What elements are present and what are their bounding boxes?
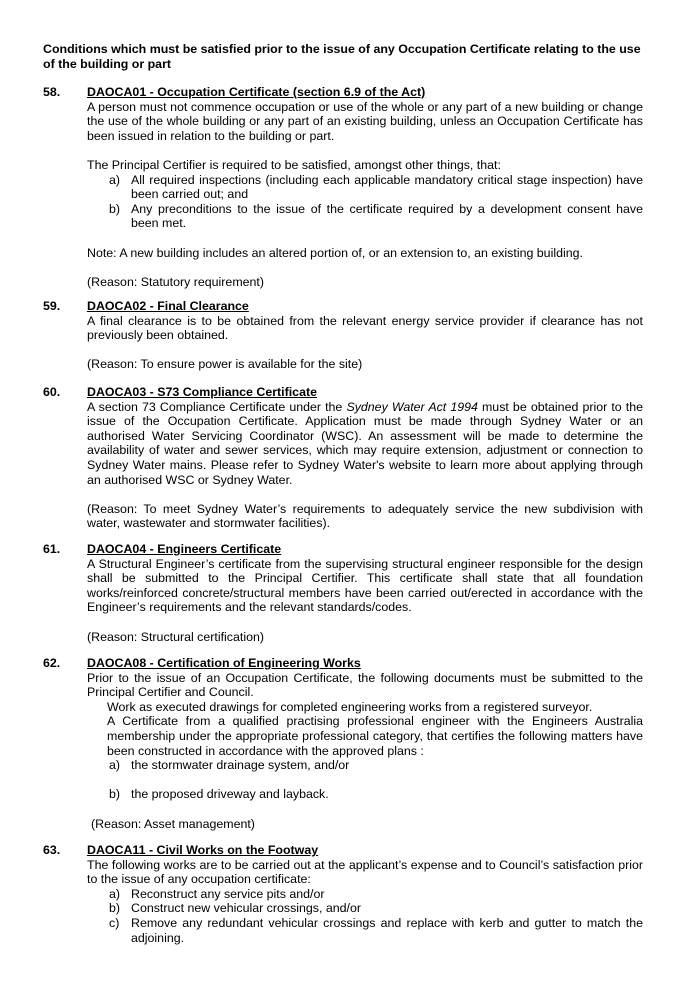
condition-reason: (Reason: To meet Sydney Water’s requirements to adequately service the new subdivision with water, wastewater and stormwater facilities). <box>87 501 643 531</box>
condition-number: 63. <box>43 843 61 857</box>
condition-number: 62. <box>43 656 61 670</box>
condition-number: 58. <box>43 85 61 99</box>
list-marker: c) <box>109 915 120 930</box>
condition-reason: (Reason: Asset management) <box>91 816 255 831</box>
condition-58 <box>43 85 643 289</box>
list-marker: b) <box>109 787 121 802</box>
list-marker: b) <box>109 901 121 916</box>
list-text: the proposed driveway and layback. <box>131 787 329 802</box>
list-text: Reconstruct any service pits and/or <box>131 886 325 901</box>
condition-note: Note: A new building includes an altered portion of, or an extension to, an existing building. <box>87 245 583 260</box>
bullet-text: A Certificate from a qualified practising professional engineer with the Engineers Australia membership under the appropriate professional category, that certifies the following matters have been constructed in accordance with the approved plans : <box>107 714 643 758</box>
list-item <box>87 758 643 773</box>
condition-text: The following works are to be carried out at the applicant’s expense and to Council’s satisfaction prior to the issue of any occupation certificate: <box>87 857 643 887</box>
list-item <box>87 916 643 945</box>
bullet-item <box>87 700 643 715</box>
bullet-text: Work as executed drawings for completed engineering works from a registered surveyor. <box>107 699 593 714</box>
condition-title: DAOCA02 - Final Clearance <box>87 299 249 313</box>
condition-62 <box>43 656 643 831</box>
act-name: Sydney Water Act 1994 <box>346 399 478 414</box>
list-marker: a) <box>109 172 121 187</box>
list-item <box>87 901 643 916</box>
list-text: Remove any redundant vehicular crossings and replace with kerb and gutter to match the adjoining. <box>131 915 643 945</box>
text-run: A section 73 Compliance Certificate under the <box>87 399 347 414</box>
condition-title: DAOCA01 - Occupation Certificate (section 6.9 of the Act) <box>87 85 426 99</box>
condition-number: 61. <box>43 542 61 556</box>
condition-title: DAOCA04 - Engineers Certificate <box>87 542 282 556</box>
list-text: All required inspections (including each applicable mandatory critical stage inspection) have been carried out; and <box>131 172 643 202</box>
condition-61 <box>43 542 643 644</box>
condition-number: 60. <box>43 385 61 399</box>
list-item <box>87 202 643 231</box>
list-item <box>87 787 643 802</box>
condition-text: A person must not commence occupation or use of the whole or any part of a new building or change the use of the whole building or any part of an existing building, unless an Occupation Certificate has been issued in relation to the building or part. <box>87 99 643 143</box>
text-run: must be obtained prior to the issue of the Occupation Certificate. Application must be made through Sydney Water or an authorised Water Servicing Coordinator (WSC). An assessment will be made to determine the availability of water and sewer services, which may require extension, adjustment or connection to Sydney Water mains. Please refer to Sydney Water's website to learn more about applying through an authorised WSC or Sydney Water. <box>87 399 643 487</box>
condition-reason: (Reason: Structural certification) <box>87 629 264 644</box>
section-heading: Conditions which must be satisfied prior to the issue of any Occupation Certificate relating to the use of the building or part <box>43 42 641 71</box>
condition-text <box>87 400 643 488</box>
condition-title: DAOCA11 - Civil Works on the Footway <box>87 843 319 857</box>
condition-63 <box>43 843 643 945</box>
list-text: Any preconditions to the issue of the certificate required by a development consent have been met. <box>131 201 643 231</box>
list-marker: a) <box>109 758 121 773</box>
condition-text: The Principal Certifier is required to be satisfied, amongst other things, that: <box>87 157 501 172</box>
bullet-marker <box>87 714 107 758</box>
condition-reason: (Reason: To ensure power is available for the site) <box>87 357 363 372</box>
list-marker: a) <box>109 886 121 901</box>
list-text: the stormwater drainage system, and/or <box>131 758 350 773</box>
condition-text: A Structural Engineer’s certificate from the supervising structural engineer responsible for the design shall be submitted to the Principal Certifier. This certificate shall state that all foundation works/reinforced concrete/structural members have been carried out/erected in accordance with the Engineer’s requirements and the relevant standards/codes. <box>87 556 643 615</box>
condition-title: DAOCA03 - S73 Compliance Certificate <box>87 385 317 399</box>
list-marker: b) <box>109 201 121 216</box>
condition-text: Prior to the issue of an Occupation Certificate, the following documents must be submitted to the Principal Certifier and Council. <box>87 670 643 700</box>
list-text: Construct new vehicular crossings, and/or <box>131 901 362 916</box>
condition-text: A final clearance is to be obtained from the relevant energy service provider if clearance has not previously been obtained. <box>87 313 643 343</box>
condition-59 <box>43 299 643 372</box>
condition-60 <box>43 385 643 531</box>
bullet-item <box>87 714 643 758</box>
condition-title: DAOCA08 - Certification of Engineering Works <box>87 656 361 670</box>
list-item <box>87 887 643 902</box>
bullet-marker <box>87 700 107 715</box>
condition-reason: (Reason: Statutory requirement) <box>87 274 264 289</box>
condition-number: 59. <box>43 299 61 313</box>
list-item <box>87 173 643 202</box>
